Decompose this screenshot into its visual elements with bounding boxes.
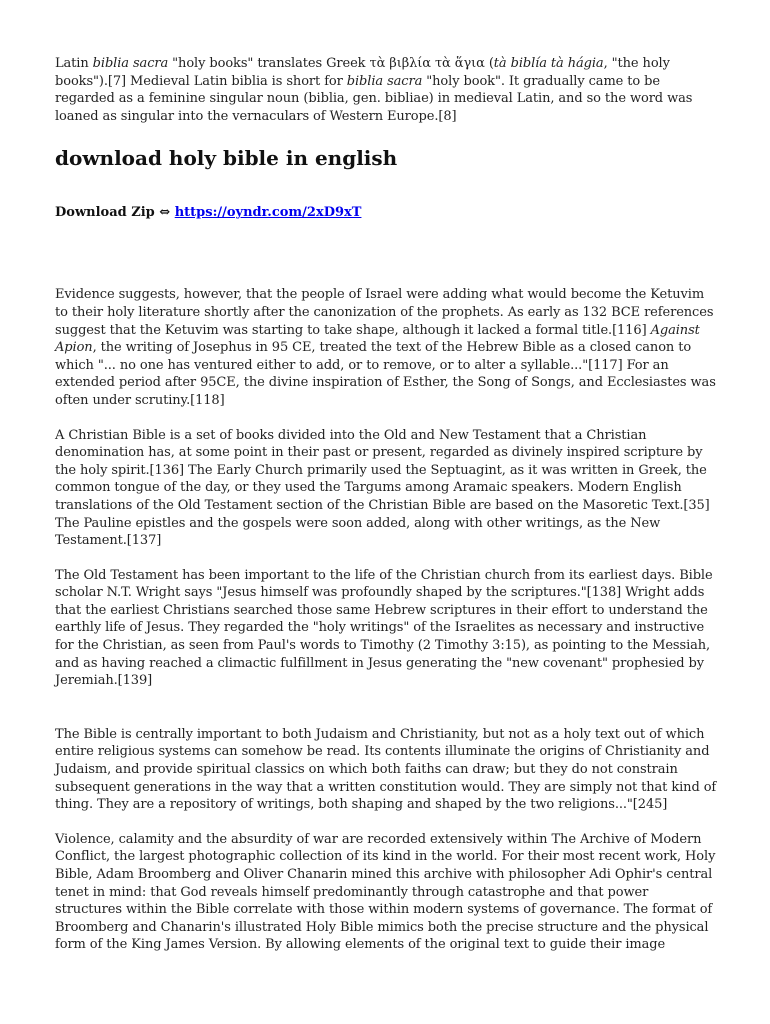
- body-paragraph: A Christian Bible is a set of books divided into the Old and New Testament that a Christian denomination has, at some point in their past or present, regarded as divinely inspired scripture by the holy spirit.[136] The Early Church primarily used the Septuagint, as it was written in Greek, the common tongue of the day, or they used the Targums among Aramaic speakers. Modern English translations of the Old Testament section of the Christian Bible are based on the Masoretic Text.[35] The Pauline epistles and the gospels were soon added, along with other writings, as the New Testament.[137]: [55, 427, 710, 549]
- intro-paragraph: [55, 55, 717, 125]
- intro-latin-term: biblia sacra: [346, 73, 423, 89]
- article: [55, 55, 717, 954]
- download-link[interactable]: https://oyndr.com/2xD9xT: [174, 205, 362, 221]
- paragraph-text: , the writing of Josephus in 95 CE, treated the text of the Hebrew Bible as a closed canon to which "... no one has ventured either to add, or to remove, or to alter a syllable..."[117] For an extended period after 95CE, the divine inspiration of Esther, the Song of Songs, and Ecclesiastes was often under scrutiny.[118]: [55, 340, 716, 408]
- intro-latin-term: biblia sacra: [92, 56, 169, 71]
- intro-text: "holy books" translates Greek τὰ βιβλία τὰ ἅγια (: [168, 56, 494, 71]
- body-paragraph: The Old Testament has been important to the life of the Christian church from its earliest days. Bible scholar N.T. Wright says "Jesus himself was profoundly shaped by the scriptures."[138] Wright adds that the earliest Christians searched those same Hebrew scriptures in their effort to understand the earthly life of Jesus. They regarded the "holy writings" of the Israelites as necessary and instructive for the Christian, as seen from Paul's words to Timothy (2 Timothy 3:15), as pointing to the Messiah, and as having reached a climactic fulfillment in Jesus generating the "new covenant" prophesied by Jeremiah.[139]: [55, 567, 713, 689]
- spacer: [55, 222, 717, 286]
- spacer: [55, 814, 717, 831]
- download-label: Download Zip ⇔: [55, 205, 175, 221]
- spacer: [55, 690, 717, 726]
- body-paragraph: The Bible is centrally important to both Judaism and Christianity, but not as a holy text out of which entire religious systems can somehow be read. Its contents illuminate the origins of Christianity and Judaism, and provide spiritual classics on which both faiths can draw; but they do not constrain subsequent generations in the way that a written constitution would. They are simply not that kind of thing. They are a repository of writings, both shaping and shaped by the two religions..."[245]: [55, 726, 717, 813]
- intro-text: Latin: [55, 56, 93, 71]
- paragraph-text: Evidence suggests, however, that the people of Israel were adding what would become the Ketuvim to their holy literature shortly after the canonization of the prophets. As early as 132 BCE references suggest that the Ketuvim was starting to take shape, although it lacked a formal title.[116]: [55, 287, 714, 338]
- intro-transliteration: tà biblía tà hágia: [493, 56, 604, 71]
- book-title: Against Apion: [55, 322, 700, 356]
- body-paragraph: [55, 286, 717, 409]
- intro-text: "holy book". It gradually came to be regarded as a feminine singular noun (biblia, gen. bibliae) in medieval Latin, and so the word was loaned as singular into the vernaculars of Western Europe.[8]: [55, 73, 693, 124]
- spacer: [55, 550, 717, 567]
- download-line: [55, 204, 717, 222]
- spacer: [55, 410, 717, 427]
- intro-text: , "the holy books").[7] Medieval Latin biblia is short for: [55, 56, 670, 89]
- page-title: download holy bible in english: [55, 146, 398, 171]
- body-paragraph: Violence, calamity and the absurdity of war are recorded extensively within The Archive of Modern Conflict, the largest photographic collection of its kind in the world. For their most recent work, Holy Bible, Adam Broomberg and Oliver Chanarin mined this archive with philosopher Adi Ophir's central tenet in mind: that God reveals himself predominantly through catastrophe and that power structures within the Bible correlate with those within modern systems of governance. The format of Broomberg and Chanarin's illustrated Holy Bible mimics both the precise structure and the physical form of the King James Version. By allowing elements of the original text to guide their image: [55, 831, 716, 953]
